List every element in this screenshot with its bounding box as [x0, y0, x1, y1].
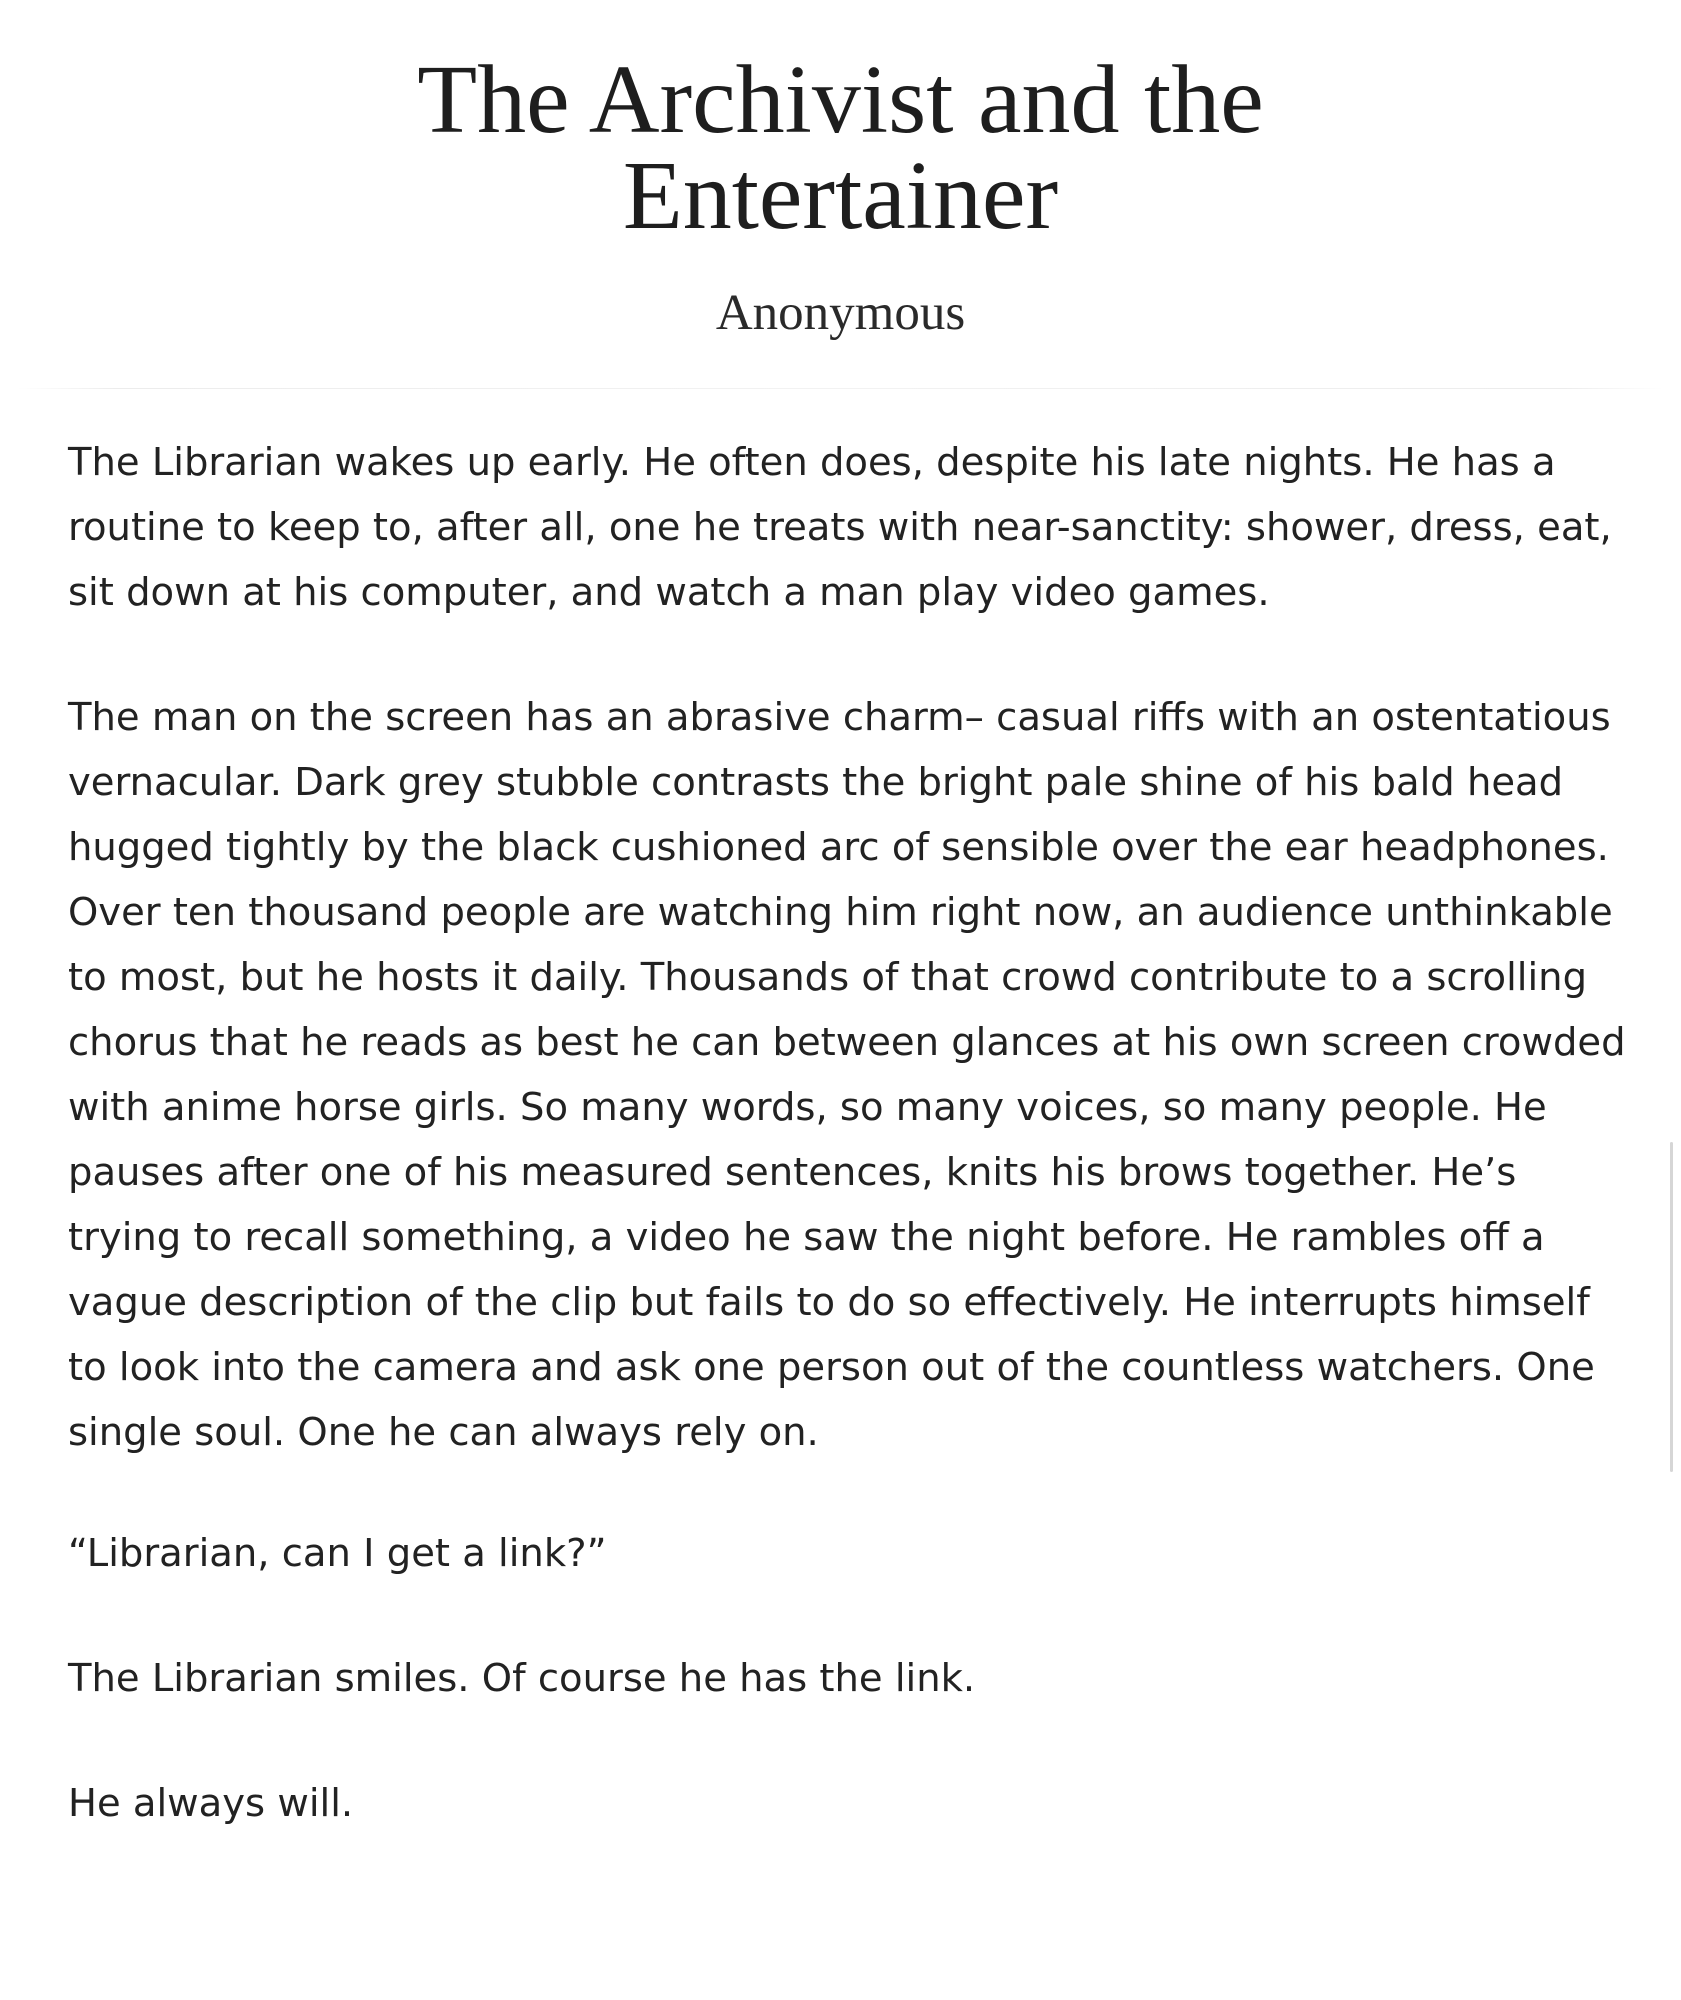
paragraph-3: “Librarian, can I get a link?”: [68, 1531, 607, 1576]
paragraph-4: The Librarian smiles. Of course he has the link.: [68, 1656, 976, 1701]
header-divider: [18, 388, 1663, 389]
story-body: [68, 430, 1628, 1896]
paragraph-2: The man on the screen has an abrasive charm– casual riffs with an ostentatious vernacular. Dark grey stubble contrasts the bright pale shine of his bald head hugged tightly by the black cushioned arc of sensible over the ear headphones. Over ten thousand people are watching him right now, an audience unthinkable to most, but he hosts it daily. Thousands of that crowd contribute to a scrolling chorus that he reads as best he can between glances at his own screen crowded with anime horse girls. So many words, so many voices, so many people. He pauses after one of his measured sentences, knits his brows together. He’s trying to recall something, a video he saw the night before. He rambles off a vague description of the clip but fails to do so effectively. He interrupts himself to look into the camera and ask one person out of the countless watchers. One single soul. One he can always rely on.: [68, 695, 1626, 1455]
paragraph-1: The Librarian wakes up early. He often does, despite his late nights. He has a routine to keep to, after all, one he treats with near-sanctity: shower, dress, eat, sit down at his computer, and watch a man play video games.: [68, 440, 1612, 615]
title-line-1: The Archivist and the: [417, 46, 1264, 154]
author-name: Anonymous: [715, 285, 966, 341]
document-header: [0, 0, 1681, 342]
scrollbar-thumb[interactable]: [1670, 1142, 1673, 1472]
paragraph-5: He always will.: [68, 1781, 354, 1826]
title-line-2: Entertainer: [622, 142, 1059, 250]
document-title: [341, 46, 1341, 250]
